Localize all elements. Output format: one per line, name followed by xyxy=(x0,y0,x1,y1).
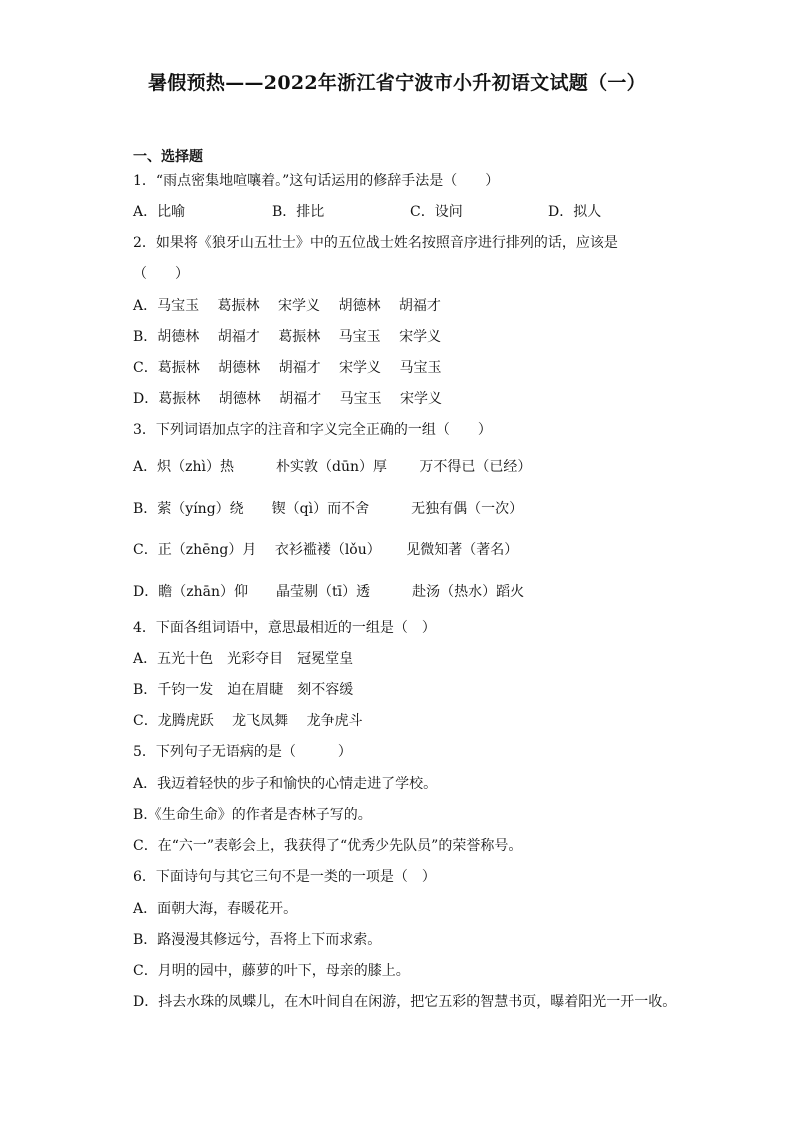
question-3-option-d: D．瞻（zhān）仰 晶莹剔（tī）透 赴汤（热水）蹈火 xyxy=(133,584,525,600)
question-6-option-a: A．面朝大海，春暖花开。 xyxy=(133,901,298,917)
question-6-option-d: D．抖去水珠的凤蝶儿，在木叶间自在闲游，把它五彩的智慧书页，曝着阳光一开一收。 xyxy=(133,994,677,1010)
question-5-option-a: A．我迈着轻快的步子和愉快的心情走进了学校。 xyxy=(133,776,438,792)
question-6-option-b: B．路漫漫其修远兮，吾将上下而求索。 xyxy=(133,932,382,948)
question-2-option-a: A．马宝玉 葛振林 宋学义 胡德林 胡福才 xyxy=(133,298,441,314)
question-1-option-d: D．拟人 xyxy=(548,204,602,220)
question-2-option-b: B．胡德林 胡福才 葛振林 马宝玉 宋学义 xyxy=(133,329,442,345)
question-3-stem: 3．下列词语加点字的注音和字义完全正确的一组（ ） xyxy=(133,422,492,438)
question-2-stem: 2．如果将《狼牙山五壮士》中的五位战士姓名按照音序进行排列的话，应该是 xyxy=(133,235,618,251)
question-4-option-b: B．千钧一发 迫在眉睫 刻不容缓 xyxy=(133,682,354,698)
question-1-option-c: C．设问 xyxy=(410,204,463,220)
question-4-option-a: A．五光十色 光彩夺目 冠冕堂皇 xyxy=(133,651,354,667)
page-title: 暑假预热——2022年浙江省宁波市小升初语文试题（一） xyxy=(148,72,646,94)
question-6-option-c: C．月明的园中，藤萝的叶下，母亲的膝上。 xyxy=(133,963,410,979)
question-5-stem: 5．下列句子无语病的是（ ） xyxy=(133,744,352,760)
question-6-stem: 6．下面诗句与其它三句不是一类的一项是（ ） xyxy=(133,869,436,885)
question-1-option-b: B．排比 xyxy=(272,204,325,220)
question-4-option-c: C．龙腾虎跃 龙飞凤舞 龙争虎斗 xyxy=(133,713,363,729)
question-3-option-c: C．正（zhēng）月 衣衫褴褛（lǒu） 见微知著（著名） xyxy=(133,542,519,558)
question-2-option-d: D．葛振林 胡德林 胡福才 马宝玉 宋学义 xyxy=(133,391,443,407)
question-3-option-b: B．萦（yíng）绕 锲（qì）而不舍 无独有偶（一次） xyxy=(133,501,524,517)
question-3-option-a: A．炽（zhì）热 朴实敦（dūn）厚 万不得已（已经） xyxy=(133,459,532,475)
question-5-option-c: C．在“六一”表彰会上，我获得了“优秀少先队员”的荣誉称号。 xyxy=(133,838,523,854)
question-1-stem: 1．“雨点密集地喧嚷着。”这句话运用的修辞手法是（ ） xyxy=(133,173,500,189)
question-2-stem-continued: （ ） xyxy=(133,266,189,282)
question-5-option-b: B.《生命生命》的作者是杏林子写的。 xyxy=(133,807,372,823)
question-1-option-a: A．比喻 xyxy=(133,204,186,220)
question-4-stem: 4．下面各组词语中，意思最相近的一组是（ ） xyxy=(133,620,436,636)
section-heading: 一、选择题 xyxy=(133,149,203,165)
question-2-option-c: C．葛振林 胡德林 胡福才 宋学义 马宝玉 xyxy=(133,360,442,376)
